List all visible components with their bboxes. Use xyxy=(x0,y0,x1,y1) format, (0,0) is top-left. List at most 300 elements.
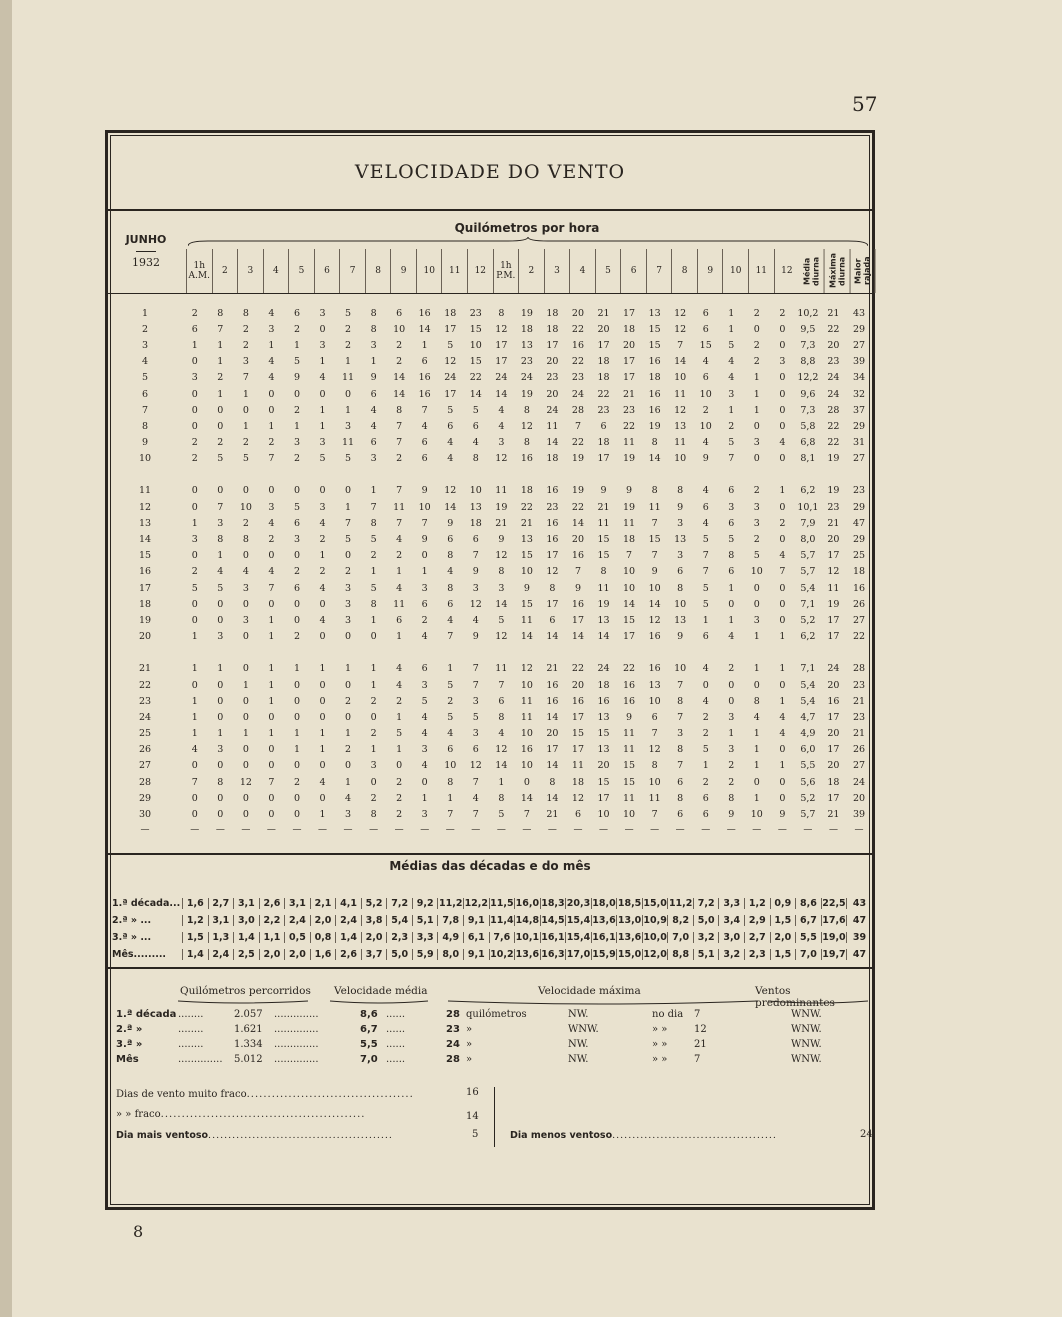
summary-label: 2.ª » xyxy=(116,1024,143,1035)
means-cell: 14,5 xyxy=(541,915,565,926)
table-cell: 0 xyxy=(293,598,300,610)
table-cell: 11 xyxy=(546,420,559,432)
table-cell: 0 xyxy=(779,792,786,804)
table-cell: 2 xyxy=(242,517,249,529)
table-cell: 43 xyxy=(852,307,866,319)
table-cell: 4 xyxy=(268,566,275,578)
table-cell: 17 xyxy=(571,744,585,756)
summary-label: Mês xyxy=(116,1054,139,1065)
table-cell: 2 xyxy=(293,453,300,465)
table-cell: 12 xyxy=(469,760,482,772)
table-cell: 2 xyxy=(345,566,352,578)
table-cell: 0 xyxy=(268,792,275,804)
table-cell: 19 xyxy=(623,453,636,465)
table-cell: 5 xyxy=(345,534,352,546)
means-cell: 3,0 xyxy=(718,932,744,943)
table-cell: 0 xyxy=(396,760,403,772)
table-cell: 2 xyxy=(421,614,428,626)
means-cell: 9,1 xyxy=(463,915,489,926)
table-cell: 11 xyxy=(648,792,661,804)
table-cell: 0 xyxy=(242,809,249,821)
table-cell: 2 xyxy=(345,339,352,351)
table-cell: 1 xyxy=(396,631,403,643)
table-cell: 10 xyxy=(393,323,406,335)
table-row xyxy=(108,709,872,725)
table-cell: 17 xyxy=(546,744,559,756)
means-cell: 18,0 xyxy=(592,898,616,909)
table-cell: 0 xyxy=(191,598,198,610)
fraco-value: 14 xyxy=(466,1111,479,1122)
means-cell: 4,1 xyxy=(335,898,361,909)
means-cell: 13,6 xyxy=(592,915,616,926)
table-cell: 20 xyxy=(597,760,610,772)
table-cell: 21 xyxy=(520,517,533,529)
table-cell: 0 xyxy=(345,679,352,691)
table-cell: 18 xyxy=(597,679,610,691)
table-cell: 1 xyxy=(268,631,275,643)
table-cell: 4 xyxy=(447,437,454,449)
table-cell: 18 xyxy=(520,323,533,335)
table-cell: 0 xyxy=(728,695,735,707)
table-cell: 6 xyxy=(421,437,428,449)
table-cell: 7 xyxy=(421,404,428,416)
table-cell: 1 xyxy=(396,744,403,756)
fraco-row xyxy=(116,1109,365,1123)
table-cell: 15 xyxy=(648,534,661,546)
table-cell: 17 xyxy=(597,453,610,465)
table-cell: 0 xyxy=(779,679,786,691)
dash: — xyxy=(726,824,736,835)
table-row xyxy=(108,612,872,628)
table-cell: 7 xyxy=(677,760,684,772)
table-cell: 21 xyxy=(546,809,559,821)
table-cell: 5 xyxy=(217,582,224,594)
table-row xyxy=(108,677,872,693)
table-cell: 3 xyxy=(753,517,760,529)
table-cell: 6 xyxy=(728,485,735,497)
table-cell: 5 xyxy=(728,437,735,449)
table-cell: 0 xyxy=(319,388,326,400)
table-cell: 2 xyxy=(396,453,403,465)
day-number: 3 xyxy=(141,339,149,351)
table-cell: 24 xyxy=(827,388,840,400)
table-cell: 16 xyxy=(546,485,559,497)
table-cell: 4 xyxy=(319,776,326,788)
table-cell: 19 xyxy=(827,453,840,465)
table-cell: 2 xyxy=(753,485,760,497)
table-cell: 3 xyxy=(370,760,377,772)
table-cell: 5 xyxy=(421,695,428,707)
table-cell: 5 xyxy=(345,453,352,465)
table-cell: 5 xyxy=(447,711,454,723)
table-cell: 4,7 xyxy=(800,711,816,723)
table-cell: 2 xyxy=(396,809,403,821)
day-number: 19 xyxy=(138,614,152,626)
table-cell: 13 xyxy=(648,307,661,319)
table-cell: 12 xyxy=(648,614,661,626)
table-cell: 2 xyxy=(370,792,377,804)
table-cell: 6 xyxy=(447,534,454,546)
table-cell: 1 xyxy=(753,404,760,416)
table-cell: 20 xyxy=(546,388,559,400)
table-cell: 21 xyxy=(827,307,840,319)
summary-media: 6,7 xyxy=(360,1024,378,1035)
table-cell: 16 xyxy=(546,534,559,546)
table-cell: 0 xyxy=(217,404,224,416)
table-cell: 1 xyxy=(268,663,275,675)
table-cell: 0 xyxy=(779,453,786,465)
means-cell: 10,0 xyxy=(643,932,667,943)
table-cell: 10 xyxy=(699,388,712,400)
table-cell: 19 xyxy=(495,501,508,513)
table-cell: 7 xyxy=(345,517,352,529)
table-row xyxy=(108,354,872,370)
means-cell: 2,0 xyxy=(259,949,285,960)
means-row xyxy=(108,929,872,946)
table-cell: 10 xyxy=(444,760,457,772)
table-cell: 4,9 xyxy=(800,728,816,740)
table-cell: 14 xyxy=(495,598,508,610)
summary-dia: 7 xyxy=(694,1054,701,1065)
table-cell: 13 xyxy=(520,534,533,546)
table-cell: 8 xyxy=(677,582,684,594)
means-cell: 15,4 xyxy=(566,915,591,926)
means-cell: 1,4 xyxy=(233,932,259,943)
table-cell: 8 xyxy=(498,792,505,804)
table-cell: 0 xyxy=(268,809,275,821)
table-cell: 0 xyxy=(728,598,735,610)
table-cell: 4 xyxy=(370,420,377,432)
table-cell: 8 xyxy=(523,437,530,449)
table-cell: 21 xyxy=(623,388,636,400)
table-cell: 6 xyxy=(396,614,403,626)
table-cell: 0 xyxy=(268,388,275,400)
table-cell: 15 xyxy=(597,534,610,546)
table-cell: 14 xyxy=(393,388,406,400)
table-cell: 5 xyxy=(702,598,709,610)
table-cell: 1 xyxy=(319,420,326,432)
table-cell: 1 xyxy=(753,760,760,772)
dash: — xyxy=(522,824,532,835)
table-cell: 11 xyxy=(495,663,508,675)
table-cell: 3 xyxy=(242,582,249,594)
table-cell: 10 xyxy=(674,663,687,675)
table-cell: 9 xyxy=(370,372,377,384)
mais-ventoso-row xyxy=(116,1130,393,1144)
menos-ventoso-label: Dia menos ventoso xyxy=(510,1130,613,1141)
table-cell: 19 xyxy=(827,485,840,497)
table-cell: 3 xyxy=(421,679,428,691)
table-cell: 7 xyxy=(396,485,403,497)
means-cell: 10,2 xyxy=(490,949,514,960)
table-cell: 10,2 xyxy=(797,307,819,319)
table-cell: 5 xyxy=(217,453,224,465)
table-cell: 9 xyxy=(626,711,633,723)
table-cell: 2 xyxy=(217,372,224,384)
table-cell: 25 xyxy=(852,550,866,562)
table-cell: 16 xyxy=(623,695,636,707)
day-number: 25 xyxy=(138,728,152,740)
table-cell: 0 xyxy=(217,809,224,821)
table-cell: 0 xyxy=(370,776,377,788)
means-cell: 16,3 xyxy=(541,949,565,960)
table-cell: 7 xyxy=(677,711,684,723)
table-cell: 4 xyxy=(779,437,786,449)
day-number: 14 xyxy=(138,534,152,546)
table-cell: 12 xyxy=(648,744,661,756)
table-cell: 0 xyxy=(293,760,300,772)
table-cell: 3 xyxy=(370,453,377,465)
table-cell: 13 xyxy=(674,420,687,432)
table-cell: 1 xyxy=(217,728,224,740)
table-cell: 5 xyxy=(472,404,479,416)
table-cell: 2 xyxy=(293,631,300,643)
table-cell: 0 xyxy=(242,744,249,756)
table-cell: 2 xyxy=(370,728,377,740)
table-cell: 5 xyxy=(702,534,709,546)
table-cell: 14 xyxy=(597,631,610,643)
table-cell: 10 xyxy=(623,566,636,578)
menos-ventoso-value: 24 xyxy=(860,1129,873,1140)
table-cell: 1 xyxy=(319,809,326,821)
table-cell: 8 xyxy=(370,517,377,529)
means-cell: 19,7 xyxy=(822,949,846,960)
means-cell: 5,5 xyxy=(795,932,821,943)
column-header: 2 xyxy=(212,249,238,293)
dash: — xyxy=(624,824,634,835)
table-cell: 1 xyxy=(396,711,403,723)
table-cell: 14 xyxy=(495,760,508,772)
table-cell: 1 xyxy=(191,695,198,707)
table-cell: 18 xyxy=(444,307,457,319)
table-cell: 15 xyxy=(520,598,533,610)
table-cell: 5 xyxy=(728,534,735,546)
table-cell: 7 xyxy=(574,566,581,578)
table-cell: 16 xyxy=(597,695,610,707)
means-cell: 10,9 xyxy=(643,915,667,926)
table-cell: 15 xyxy=(597,776,610,788)
table-cell: 6 xyxy=(421,663,428,675)
table-cell: 12 xyxy=(571,792,585,804)
table-cell: 6 xyxy=(396,307,403,319)
means-cell: 1,5 xyxy=(770,915,796,926)
table-cell: 6 xyxy=(447,744,454,756)
table-cell: 0 xyxy=(779,339,786,351)
table-cell: 5 xyxy=(447,404,454,416)
table-cell: 2 xyxy=(242,437,249,449)
table-cell: 0 xyxy=(191,792,198,804)
table-cell: 3 xyxy=(728,501,735,513)
table-cell: 37 xyxy=(852,404,866,416)
table-cell: 1 xyxy=(370,614,377,626)
table-cell: 27 xyxy=(852,760,866,772)
table-cell: 20 xyxy=(827,728,840,740)
table-cell: 7 xyxy=(472,809,479,821)
table-cell: 4 xyxy=(472,614,479,626)
column-header: 4 xyxy=(569,249,595,293)
table-cell: 16 xyxy=(648,388,661,400)
table-cell: 8,1 xyxy=(800,453,816,465)
means-cell: 2,0 xyxy=(770,932,796,943)
table-cell: 14 xyxy=(546,711,559,723)
day-number: 13 xyxy=(138,517,152,529)
table-cell: 0 xyxy=(421,550,428,562)
table-cell: 2 xyxy=(702,728,709,740)
table-cell: 10 xyxy=(674,598,687,610)
table-cell: 10 xyxy=(648,776,661,788)
table-cell: 0 xyxy=(217,711,224,723)
table-cell: 4 xyxy=(242,566,249,578)
table-cell: 0 xyxy=(345,711,352,723)
table-cell: 5 xyxy=(702,744,709,756)
table-cell: 3 xyxy=(728,744,735,756)
table-cell: 4 xyxy=(779,711,786,723)
table-cell: 2 xyxy=(753,356,760,368)
means-cell: 3,2 xyxy=(718,949,744,960)
table-cell: 4 xyxy=(753,711,760,723)
day-number: 30 xyxy=(138,809,152,821)
table-row xyxy=(108,321,872,337)
table-cell: 0 xyxy=(293,792,300,804)
table-cell: 10 xyxy=(750,566,763,578)
table-cell: 8 xyxy=(651,485,658,497)
table-cell: 9 xyxy=(677,631,684,643)
table-cell: 0 xyxy=(242,631,249,643)
table-cell: 23 xyxy=(546,501,559,513)
column-header: 11 xyxy=(748,249,774,293)
summary-row xyxy=(116,1024,876,1038)
table-cell: 7 xyxy=(574,420,581,432)
table-cell: 22 xyxy=(571,437,585,449)
table-cell: 0 xyxy=(217,792,224,804)
day-number: 21 xyxy=(138,663,152,675)
dash: — xyxy=(854,824,864,835)
table-cell: 7 xyxy=(651,809,658,821)
table-cell: 10 xyxy=(674,453,687,465)
table-cell: 0 xyxy=(293,679,300,691)
table-row xyxy=(108,629,872,645)
table-cell: 19 xyxy=(597,598,610,610)
table-cell: 3 xyxy=(728,388,735,400)
table-cell: 0 xyxy=(370,711,377,723)
means-cell: 19,0 xyxy=(822,932,846,943)
table-cell: 1 xyxy=(293,728,300,740)
means-cell: 3,1 xyxy=(233,898,259,909)
table-cell: 6 xyxy=(370,388,377,400)
means-cell: 1,2 xyxy=(744,898,770,909)
table-cell: 3 xyxy=(345,598,352,610)
means-cell: 13,6 xyxy=(515,949,540,960)
day-number: 6 xyxy=(141,388,149,400)
table-cell: 2 xyxy=(191,453,198,465)
table-cell: 0 xyxy=(191,501,198,513)
table-cell: 6 xyxy=(702,631,709,643)
table-cell: 0 xyxy=(191,679,198,691)
table-cell: 1 xyxy=(753,792,760,804)
means-cell: 3,2 xyxy=(693,932,719,943)
dash: — xyxy=(420,824,430,835)
summary-dia-pre: » » xyxy=(652,1024,668,1035)
table-cell: 17 xyxy=(546,339,559,351)
table-cell: 1 xyxy=(421,566,428,578)
table-cell: 4 xyxy=(319,582,326,594)
table-cell: 20 xyxy=(571,534,585,546)
table-cell: 4 xyxy=(702,437,709,449)
table-cell: 5 xyxy=(447,679,454,691)
table-cell: 1 xyxy=(779,695,786,707)
table-cell: 17 xyxy=(495,356,508,368)
table-cell: 7 xyxy=(268,582,275,594)
table-cell: 11 xyxy=(342,372,355,384)
table-cell: 8 xyxy=(217,534,224,546)
table-cell: 0 xyxy=(293,485,300,497)
means-cell: 0,8 xyxy=(310,932,336,943)
table-cell: 0 xyxy=(702,679,709,691)
table-cell: 0 xyxy=(268,550,275,562)
table-cell: 9 xyxy=(626,485,633,497)
table-cell: 16 xyxy=(418,372,431,384)
table-cell: 8 xyxy=(523,404,530,416)
year-label: 1932 xyxy=(132,256,160,269)
table-cell: 8 xyxy=(651,760,658,772)
table-cell: 3 xyxy=(753,614,760,626)
table-cell: 22 xyxy=(520,501,533,513)
table-cell: 7 xyxy=(702,566,709,578)
table-cell: 5,4 xyxy=(800,695,816,707)
column-header: 6 xyxy=(314,249,340,293)
table-cell: 7 xyxy=(472,550,479,562)
means-cell: 7,0 xyxy=(795,949,821,960)
means-cell: 6,7 xyxy=(795,915,821,926)
table-cell: 1 xyxy=(191,339,198,351)
table-cell: 2 xyxy=(319,534,326,546)
table-cell: 20 xyxy=(827,760,840,772)
day-number: 12 xyxy=(138,501,152,513)
table-cell: 0 xyxy=(191,614,198,626)
table-cell: 0 xyxy=(345,485,352,497)
table-cell: 22 xyxy=(827,437,840,449)
table-cell: 15 xyxy=(648,323,661,335)
table-cell: 8 xyxy=(370,598,377,610)
table-cell: 0 xyxy=(753,598,760,610)
table-cell: 13 xyxy=(648,679,661,691)
table-cell: 14 xyxy=(648,453,661,465)
table-cell: 1 xyxy=(370,356,377,368)
table-cell: 8 xyxy=(217,776,224,788)
table-cell: 7 xyxy=(242,372,249,384)
table-cell: 0 xyxy=(217,485,224,497)
table-cell: 13 xyxy=(520,339,533,351)
table-row xyxy=(108,305,872,321)
table-cell: 3 xyxy=(319,501,326,513)
table-cell: 0 xyxy=(319,598,326,610)
table-cell: 12 xyxy=(495,550,508,562)
summary-km: 1.334 xyxy=(234,1039,263,1050)
table-cell: 0 xyxy=(217,679,224,691)
summary-label: 3.ª » xyxy=(116,1039,143,1050)
means-cell: 7,8 xyxy=(437,915,463,926)
dash: — xyxy=(292,824,302,835)
table-cell: 7 xyxy=(217,501,224,513)
means-cell: 2,0 xyxy=(310,915,336,926)
table-cell: 10 xyxy=(597,809,610,821)
summary-dots2: .............. xyxy=(274,1024,319,1035)
table-cell: 1 xyxy=(268,339,275,351)
table-cell: 0 xyxy=(217,598,224,610)
table-cell: 0 xyxy=(753,453,760,465)
table-cell: 7 xyxy=(370,501,377,513)
table-cell: 7,3 xyxy=(800,339,816,351)
